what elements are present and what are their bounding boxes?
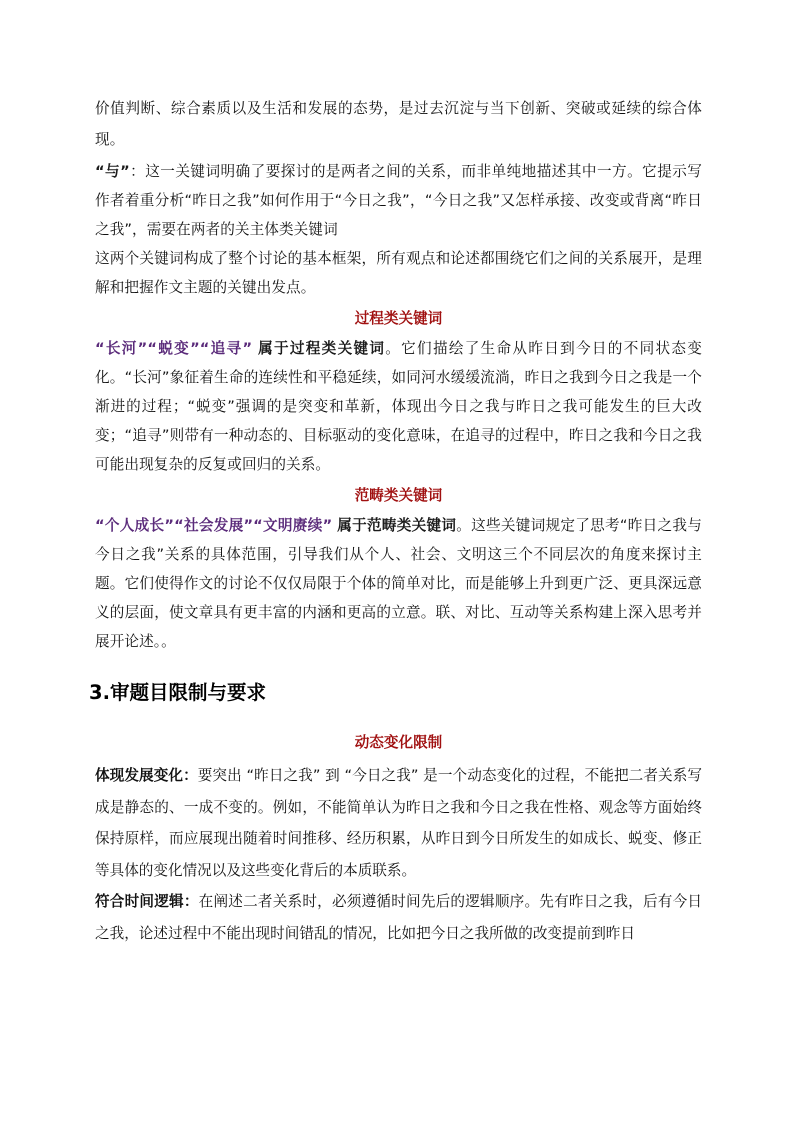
scope-terms: “个人成长”“社会发展”“文明赓续”: [95, 517, 333, 534]
process-terms: “长河”“蜕变”“追寻”: [95, 340, 253, 357]
item1-text: 要突出 “昨日之我” 到 “今日之我” 是一个动态变化的过程，不能把二者关系写成是静态的、一成不变的。例如，不能简单认为昨日之我和今日之我在性格、观念等方面始终保持原样，而应展现出随着时间推移、经历积累，从昨日到今日所发生的如成长、蜕变、修正等具体的变化情况以及这些变化背后的本质联系。: [95, 767, 702, 879]
process-belongs: 属于过程类关键词: [258, 340, 386, 357]
section3-title: 3.审题目限制与要求: [89, 681, 266, 704]
process-paragraph: [95, 334, 702, 479]
process-heading: 过程类关键词: [354, 310, 443, 327]
intro-paragraph: 价值判断、综合素质以及生活和发展的态势，是过去沉淀与当下创新、突破或延续的综合体现。: [95, 100, 702, 148]
item2-text: 在阐述二者关系时，必须遵循时间先后的逻辑顺序。先有昨日之我，后有今日之我，论述过程中不能出现时间错乱的情况，比如把今日之我所做的改变提前到昨日: [95, 893, 702, 942]
section3-item2: [95, 886, 702, 949]
item2-lead: 符合时间逻辑：: [95, 893, 199, 910]
scope-heading: 范畴类关键词: [354, 487, 443, 504]
yu-text: ：这一关键词明确了要探讨的是两者之间的关系，而非单纯地描述其中一方。它提示写作者着重分析“昨日之我”如何作用于“今日之我”，“今日之我”又怎样承接、改变或背离“昨日之我”，需要在两者的关主体类关键词: [95, 163, 702, 238]
scope-paragraph: [95, 511, 702, 656]
scope-belongs: 属于范畴类关键词: [337, 517, 457, 534]
process-text: 。它们描绘了生命从昨日到今日的不同状态变化。“长河”象征着生命的连续性和平稳延续，如同河水缓缓流淌，昨日之我到今日之我是一个渐进的过程；“蜕变”强调的是突变和革新，体现出今日之我与昨日之我可能发生的巨大改变；“追寻”则带有一种动态的、目标驱动的变化意味，在追寻的过程中，昨日之我和今日之我可能出现复杂的反复或回归的关系。: [95, 340, 702, 473]
summary-paragraph: 这两个关键词构成了整个讨论的基本框架，所有观点和论述都围绕它们之间的关系展开，是理解和把握作文主题的关键出发点。: [95, 250, 702, 296]
section3-item1: [95, 760, 702, 886]
yu-paragraph: [95, 157, 702, 244]
item1-lead: 体现发展变化：: [95, 767, 198, 784]
scope-text: 。这些关键词规定了思考“昨日之我与今日之我”关系的具体范围，引导我们从个人、社会、文明这三个不同层次的角度来探讨主题。它们使得作文的讨论不仅仅局限于个体的简单对比，而是能够上升到更广泛、更具深远意义的层面，使文章具有更丰富的内涵和更高的立意。联、对比、互动等关系构建上深入思考并展开论述。。: [95, 517, 702, 650]
yu-term: “与”: [95, 163, 130, 180]
section3-subheading: 动态变化限制: [354, 734, 443, 751]
